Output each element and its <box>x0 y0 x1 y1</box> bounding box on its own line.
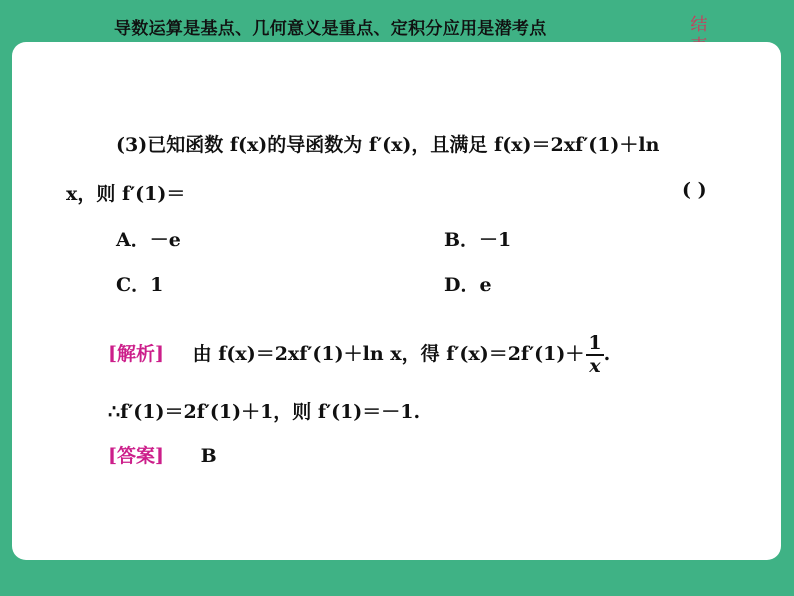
solution-label: [解析] <box>108 343 164 365</box>
end-button-char-1: 结 <box>690 15 708 35</box>
option-a: A．－e <box>116 229 181 251</box>
question-line-2: x，则 f′(1)＝ <box>66 183 186 205</box>
header-bar <box>0 0 794 42</box>
solution-period: . <box>603 343 611 365</box>
answer-label: [答案] <box>108 445 164 467</box>
solution-line-2: ∴f′(1)＝2f′(1)＋1，则 f′(1)＝－1. <box>108 401 421 423</box>
answer-line <box>108 441 217 468</box>
answer-parentheses: ( ) <box>682 179 707 201</box>
fraction-denominator: x <box>589 355 601 377</box>
answer-value: B <box>200 445 217 467</box>
fraction <box>586 334 603 376</box>
option-b: B．－1 <box>444 229 512 251</box>
fraction-numerator: 1 <box>588 332 602 354</box>
solution-text: 由 f(x)＝2xf′(1)＋ln x，得 f′(x)＝2f′(1)＋ <box>192 343 585 365</box>
question-line-1: (3)已知函数 f(x)的导函数为 f′(x)，且满足 f(x)＝2xf′(1)＋ln <box>116 134 660 156</box>
option-d: D．e <box>444 274 492 296</box>
option-c: C．1 <box>116 274 164 296</box>
solution-line-1 <box>108 330 610 378</box>
page-title: 导数运算是基点、几何意义是重点、定积分应用是潜考点 <box>114 19 547 39</box>
content-panel <box>12 42 781 560</box>
